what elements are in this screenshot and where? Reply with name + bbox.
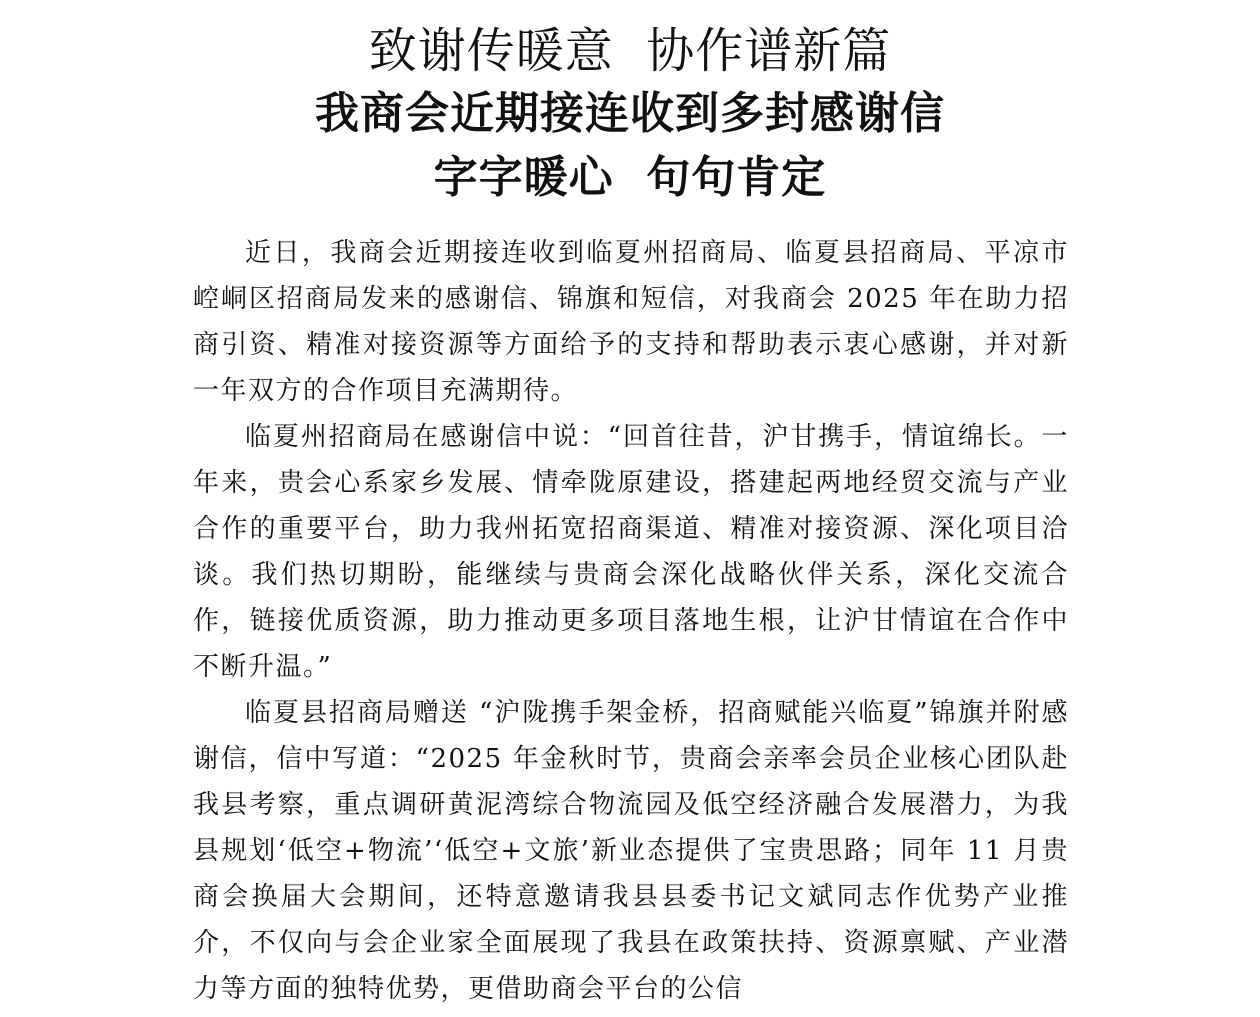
article-paragraph-2: 临夏州招商局在感谢信中说：“回首往昔，沪甘携手，情谊绵长。一年来，贵会心系家乡发展、情牵陇原建设，搭建起两地经贸交流与产业合作的重要平台，助力我州拓宽招商渠道、精准对接资源、深化项目洽谈。我们热切期盼，能继续与贵商会深化战略伙伴关系，深化交流合作，链接优质资源，助力推动更多项目落地生根，让沪甘情谊在合作中不断升温。”	[193, 422, 1069, 682]
page-title: 致谢传暖意 协作谱新篇	[368, 23, 892, 79]
page-subtitle-line-1: 我商会近期接连收到多封感谢信	[315, 88, 945, 139]
page-subtitle-line-2: 字字暖心 句句肯定	[433, 152, 827, 203]
title-block	[0, 20, 1260, 210]
article-paragraph-3: 临夏县招商局赠送 “沪陇携手架金桥，招商赋能兴临夏”锦旗并附感谢信，信中写道：“2025 年金秋时节，贵商会亲率会员企业核心团队赴我县考察，重点调研黄泥湾综合物流园及低空经济融合发展潜力，为我县规划‘低空+物流’‘低空+文旅’新业态提供了宝贵思路；同年 11 月贵商会换届大会期间，还特意邀请我县县委书记文斌同志作优势产业推介，不仅向与会企业家全面展现了我县在政策扶持、资源禀赋、产业潜力等方面的独特优势，更借助商会平台的公信	[193, 698, 1069, 1004]
article-body	[193, 230, 1069, 1012]
article-paragraph-1: 近日，我商会近期接连收到临夏州招商局、临夏县招商局、平凉市崆峒区招商局发来的感谢信、锦旗和短信，对我商会 2025 年在助力招商引资、精准对接资源等方面给予的支持和帮助表示衷心感谢，并对新一年双方的合作项目充满期待。	[193, 238, 1069, 406]
